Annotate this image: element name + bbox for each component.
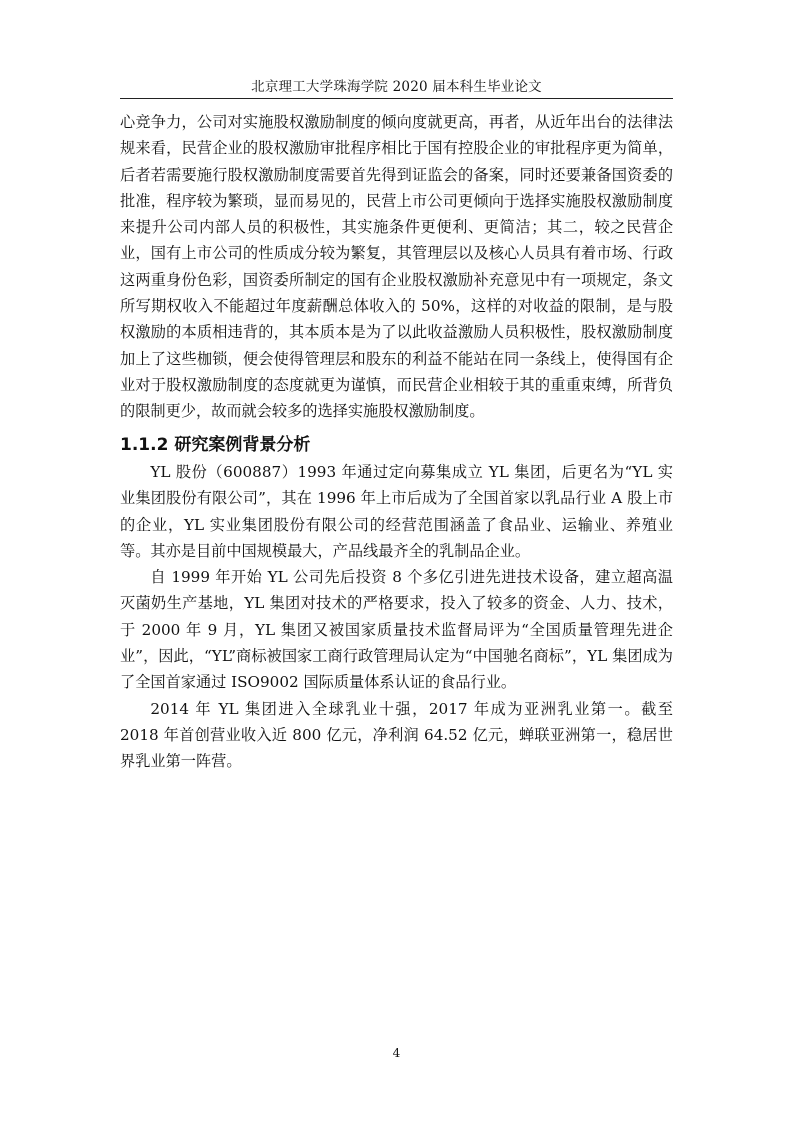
page-header: 北京理工大学珠海学院 2020 届本科生毕业论文: [251, 79, 542, 95]
section-body: [120, 459, 673, 775]
section-number: 1.1.2: [120, 435, 169, 455]
section-heading: [120, 432, 310, 458]
section-title: 研究案例背景分析: [174, 435, 311, 455]
header-divider: [120, 98, 673, 99]
paragraph-industry-ranking: 2014 年 YL 集团进入全球乳业十强，2017 年成为亚洲乳业第一。截至 2018 年首创营业收入近 800 亿元，净利润 64.52 亿元，蝉联亚洲第一，稳居世界乳业第一阵营。: [120, 699, 673, 771]
paragraph-text: 心竞争力，公司对实施股权激励制度的倾向度就更高，再者，从近年出台的法律法规来看，民营企业的股权激励审批程序相比于国有控股企业的审批程序更为简单，后者若需要施行股权激励制度需要首先得到证监会的备案，同时还要兼备国资委的批准，程序较为繁琐，显而易见的，民营上市公司更倾向于选择实施股权激励制度来提升公司内部人员的积极性，其实施条件更便利、更简洁；其二，较之民营企业，国有上市公司的性质成分较为繁复，其管理层以及核心人员具有着市场、行政这两重身份色彩，国资委所制定的国有企业股权激励补充意见中有一项规定，条文所写期权收入不能超过年度薪酬总体收入的 50%，这样的对收益的限制，是与股权激励的本质相违背的，其本质本是为了以此收益激励人员积极性，股权激励制度加上了这些枷锁，便会使得管理层和股东的利益不能站在同一条线上，使得国有企业对于股权激励制度的态度就更为谨慎，而民营企业相较于其的重重束缚，所背负的限制更少，故而就会较多的选择实施股权激励制度。: [120, 113, 673, 421]
paragraph-company-intro: YL 股份（600887）1993 年通过定向募集成立 YL 集团，后更名为“YL 实业集团股份有限公司”，其在 1996 年上市后成为了全国首家以乳品行业 A 股上市的企业，YL 实业集团股份有限公司的经营范围涵盖了食品业、运输业、养殖业等。其亦是目前中国规模最大，产品线最齐全的乳制品企业。: [120, 463, 673, 560]
paragraph-technology-investment: 自 1999 年开始 YL 公司先后投资 8 个多亿引进先进技术设备，建立超高温灭菌奶生产基地，YL 集团对技术的严格要求，投入了较多的资金、人力、技术，于 2000 年 9 月，YL 集团又被国家质量技术监督局评为“全国质量管理先进企业”，因此，“YL”商标被国家工商行政管理局认定为“中国驰名商标”，YL 集团成为了全国首家通过 ISO9002 国际质量体系认证的食品行业。: [120, 568, 673, 692]
continued-paragraph: [120, 109, 673, 425]
page-number: 4: [392, 1046, 401, 1060]
